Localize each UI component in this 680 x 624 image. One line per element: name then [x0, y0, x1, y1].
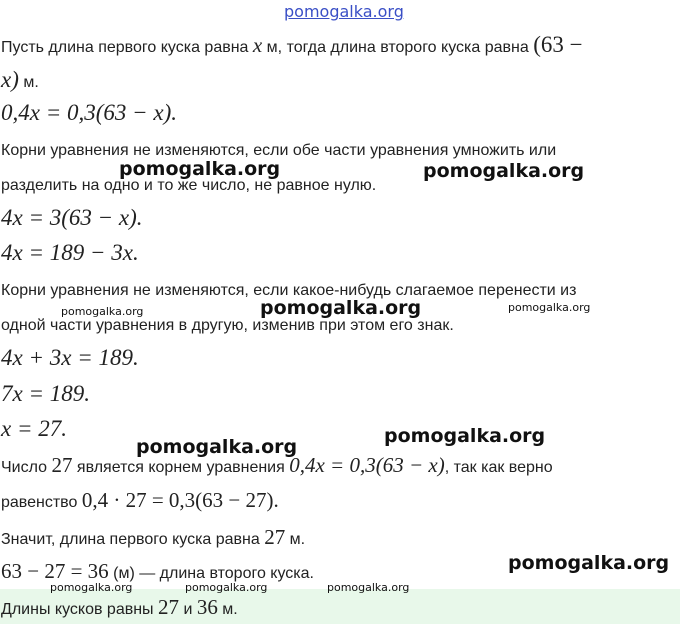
math: 0,4 · 27 = 0,3(63 − 27). [81, 488, 279, 512]
math: 63 − 27 = 36 [1, 559, 109, 583]
watermark-large: pomogalka.org [384, 425, 546, 447]
text: является корнем уравнения [72, 459, 290, 476]
watermark-large: pomogalka.org [423, 160, 585, 182]
equation-4: 4x + 3x = 189. [1, 345, 139, 370]
equation-5: 7x = 189. [1, 381, 90, 406]
text: м. [18, 74, 39, 91]
math: 36 [196, 595, 218, 619]
watermark-small: pomogalka.org [185, 581, 268, 594]
text: м, тогда длина второго куска равна [262, 39, 534, 56]
math: x [252, 33, 263, 57]
watermark-small: pomogalka.org [508, 301, 591, 314]
solution-line-2 [1, 67, 39, 93]
text: , так как верно [444, 459, 553, 476]
rule-text-2b: одной части уравнения в другую, изменив при этом его знак. [1, 317, 454, 334]
text: Значит, длина первого куска равна [1, 531, 265, 548]
solution-line-1 [1, 32, 583, 58]
text: Длины кусков равны [1, 601, 158, 618]
watermark-large: pomogalka.org [508, 552, 670, 574]
watermark-large: pomogalka.org [260, 297, 422, 319]
text: м. [285, 531, 306, 548]
text: (м) — длина второго куска. [108, 565, 314, 582]
watermark-small: pomogalka.org [50, 581, 133, 594]
math: (63 − [533, 32, 583, 57]
text: равенство [1, 494, 82, 511]
text: Число [1, 459, 52, 476]
answer-line [1, 596, 238, 621]
equation-6: x = 27. [1, 416, 67, 441]
watermark-large: pomogalka.org [136, 436, 298, 458]
rule-text-2a: Корни уравнения не изменяются, если какое-нибудь слагаемое перенести из [1, 282, 577, 299]
math: 27 [264, 525, 286, 549]
rule-text-1b: разделить на одно и то же число, не равное нулю. [1, 177, 377, 194]
conclusion-line-1 [1, 527, 305, 550]
check-line-2 [1, 490, 279, 513]
watermark-small: pomogalka.org [61, 305, 144, 318]
math: 0,4x = 0,3(63 − x) [289, 453, 445, 477]
rule-text-1a: Корни уравнения не изменяются, если обе части уравнения умножить или [1, 142, 557, 159]
math: x) [1, 67, 19, 92]
math: 27 [51, 453, 73, 477]
check-line-1 [1, 455, 553, 478]
text: Пусть длина первого куска равна [1, 39, 253, 56]
watermark-large: pomogalka.org [119, 158, 281, 180]
text: м. [217, 601, 238, 618]
equation-2: 4x = 3(63 − x). [1, 205, 143, 230]
equation-3: 4x = 189 − 3x. [1, 240, 139, 265]
watermark-top: pomogalka.org [284, 2, 404, 21]
watermark-small: pomogalka.org [327, 581, 410, 594]
math: 27 [158, 595, 179, 619]
equation-1: 0,4x = 0,3(63 − x). [1, 100, 178, 125]
text: и [179, 601, 197, 618]
